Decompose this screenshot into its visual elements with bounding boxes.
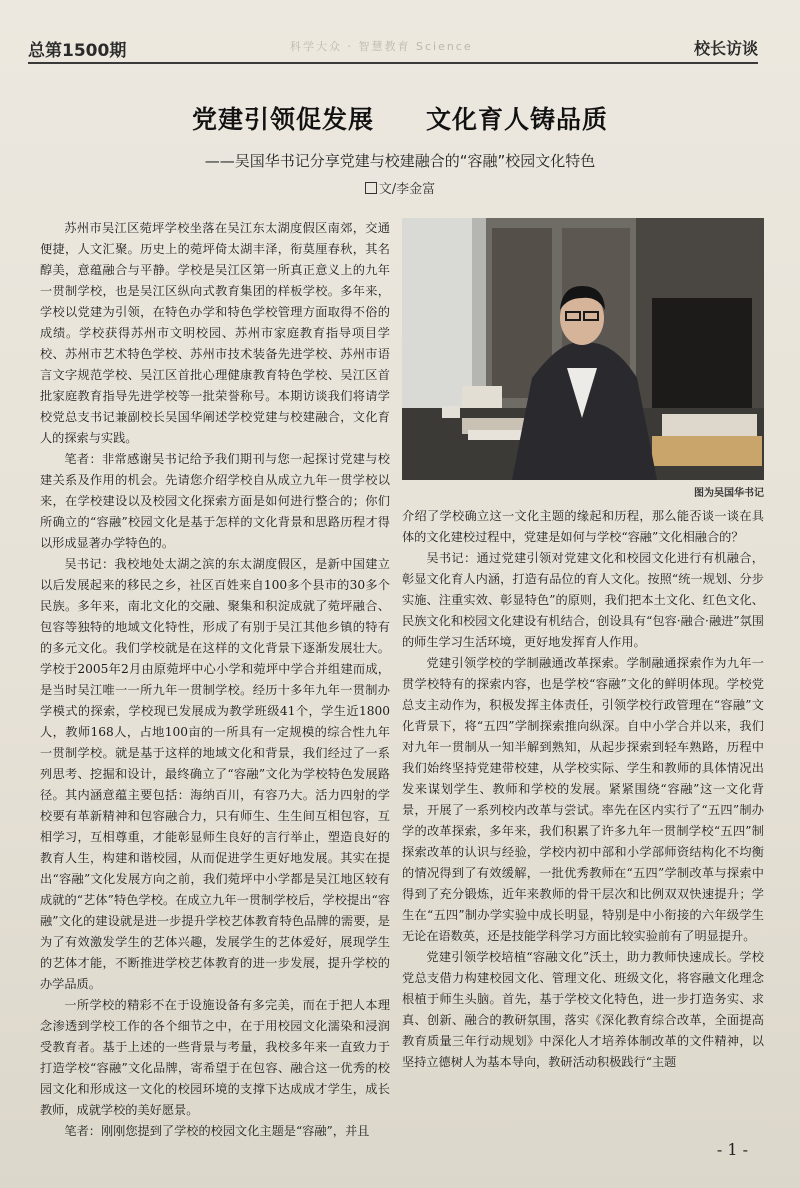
byline-box-icon xyxy=(365,182,377,194)
issue-number: 总第1500期 xyxy=(28,41,127,61)
section-label: 校长访谈 xyxy=(693,39,758,58)
article-title: 党建引领促发展 文化育人铸品质 xyxy=(191,105,608,134)
page-number: - 1 - xyxy=(716,1140,748,1159)
paragraph: 吴书记：通过党建引领对党建文化和校园文化进行有机融合，彰显文化育人内涵，打造有品位的育人文化。按照“统一规划、分步实施、注重实效、彰显特色”的原则，我们把本土文化、红色文化、民族文化和校园文化建设有机结合，创设具有“包容·融合·融进”氛围的师生学习生活环境，更好地发挥育人作用。 xyxy=(402,551,764,649)
left-column xyxy=(40,218,390,1142)
header-rule xyxy=(28,62,758,64)
byline-text: 文/李金富 xyxy=(378,182,436,197)
photo-illustration xyxy=(402,218,764,480)
paragraph: 苏州市吴江区菀坪学校坐落在吴江东太湖度假区南郊，交通便捷，人文汇聚。历史上的菀坪倚太湖丰泽，衔莫厘春秋，其名醇美，意蕴融合与平静。学校是吴江区第一所真正意义上的九年一贯制学校，也是吴江区纵向式教育集团的样板学校。多年来，学校以党建为引领，在特色办学和特色学校管理方面取得不俗的成绩。学校获得苏州市文明校园、苏州市家庭教育指导项目学校、苏州市艺术特色学校、苏州市技术装备先进学校、苏州市语言文字规范学校、吴江区首批心理健康教育特色学校、吴江区首批家庭教育指导先进学校等一批荣誉称号。本期访谈我们将请学校党总支书记兼副校长吴国华阐述学校党建与校建融合，文化育人的探索与实践。 xyxy=(40,221,390,445)
photo-caption: 图为吴国华书记 xyxy=(694,488,764,499)
paragraph: 笔者：非常感谢吴书记给予我们期刊与您一起探讨党建与校建关系及作用的机会。先请您介绍学校自从成立九年一贯学校以来，在学校建设以及校园文化探索方面是如何进行整合的；你们所确立的“容融”校园文化是基于怎样的文化背景和思路历程才得以形成显著办学特色的。 xyxy=(40,452,390,550)
paragraph: 吴书记：我校地处太湖之滨的东太湖度假区，是新中国建立以后发展起来的移民之乡，社区百姓来自100多个县市的30多个民族。多年来，南北文化的交融、聚集和积淀成就了菀坪融合、包容等独特的地域文化特性，形成了有别于吴江其他乡镇的特有的多元文化。我们学校就是在这样的文化背景下逐渐发展壮大。学校于2005年2月由原菀坪中心小学和菀坪中学合并组建而成，是当时吴江唯一一所九年一贯制学校。经历十多年九年一贯制办学模式的探索，学校现已发展成为教学班级41个，学生近1800人，教师168人，占地100亩的一所具有一定规模的综合性九年一贯制学校。就是基于这样的地域文化和背景，我们经过了一系列思考、挖掘和设计，最终确立了“容融”文化为学校特色发展路径。其内涵意蕴主要包括：海纳百川，有容乃大。活力四射的学校要有革新精神和包容融合力，只有师生、生生间互相包容，互相学习，互相尊重，才能彰显师生良好的言行举止，塑造良好的教育人生，构建和谐校园，从而促进学生更好地发展。其实在提出“容融”文化发展方向之前，我们菀坪中小学都是吴江地区较有成就的“艺体”特色学校。在成立九年一贯制学校后，学校提出“容融”文化的建设就是进一步提升学校艺体教育特色品牌的需要，是为了有效激发学生的艺体兴趣，发展学生的艺体爱好，展现学生的艺体才能，不断推进学校艺体教育的进一步发展，提升学校的办学品质。 xyxy=(40,557,390,991)
paragraph: 笔者：刚刚您提到了学校的校园文化主题是“容融”，并且 xyxy=(64,1124,370,1138)
paragraph: 党建引领学校培植“容融文化”沃土，助力教师快速成长。学校党总支借力构建校园文化、管理文化、班级文化，将容融文化理念根植于师生头脑。首先，基于学校文化特色，进一步打造务实、求真、创新、融合的教研氛围，落实《深化教育综合改革，全面提高教育质量三年行动规划》中深化人才培养体制改革的文件精神，以坚持立德树人为基本导向，教研活动积极践行“主题 xyxy=(402,950,764,1069)
header-showthrough-text: 科学大众 · 智慧教育 Science xyxy=(290,40,473,53)
article-subtitle: ——吴国华书记分享党建与校建融合的“容融”校园文化特色 xyxy=(204,152,596,170)
interview-photo xyxy=(402,218,764,480)
paragraph: 党建引领学校的学制融通改革探索。学制融通探索作为九年一贯学校特有的探索内容，也是学校“容融”文化的鲜明体现。学校党总支主动作为，积极发挥主体责任，引领学校行政管理在“容融”文化背景下，将“五四”学制探索推向纵深。自中小学合并以来，我们对九年一贯制从一知半解到熟知，从起步探索到轻车熟路，历程中我们始终坚持党建带校建，从学校实际、学生和教师的具体情况出发来谋划学生、教师和学校的发展。紧紧围绕“容融”这一文化背景，开展了一系列校内改革与尝试。率先在区内实行了“五四”制办学的改革探索，多年来，我们积累了许多九年一贯制学校“五四”制探索改革的认识与经验，学校内初中部和小学部师资结构化不均衡的情况得到了有效缓解，一批优秀教师在“五四”学制改革与探索中得到了充分锻炼，近年来教师的骨干层次和比例双双快速提升；学生在“五四”制办学实验中成长明显，特别是中小衔接的六年级学生无论在语数英，还是技能学科学习方面比较实验前有了明显提升。 xyxy=(402,656,764,943)
paragraph: 介绍了学校确立这一文化主题的缘起和历程，那么能否谈一谈在具体的文化建校过程中，党建是如何与学校“容融”文化相融合的？ xyxy=(402,509,764,544)
byline xyxy=(0,178,800,197)
right-column xyxy=(402,506,764,1073)
paragraph: 一所学校的精彩不在于设施设备有多完美，而在于把人本理念渗透到学校工作的各个细节之中，在于用校园文化濡染和浸润受教育者。基于上述的一些背景与考量，我校多年来一直致力于打造学校“容融”文化品牌，寄希望于在包容、融合这一优秀的校园文化和形成这一文化的校园环境的支撑下达成成才学生，成长教师，成就学校的美好愿景。 xyxy=(40,998,390,1117)
